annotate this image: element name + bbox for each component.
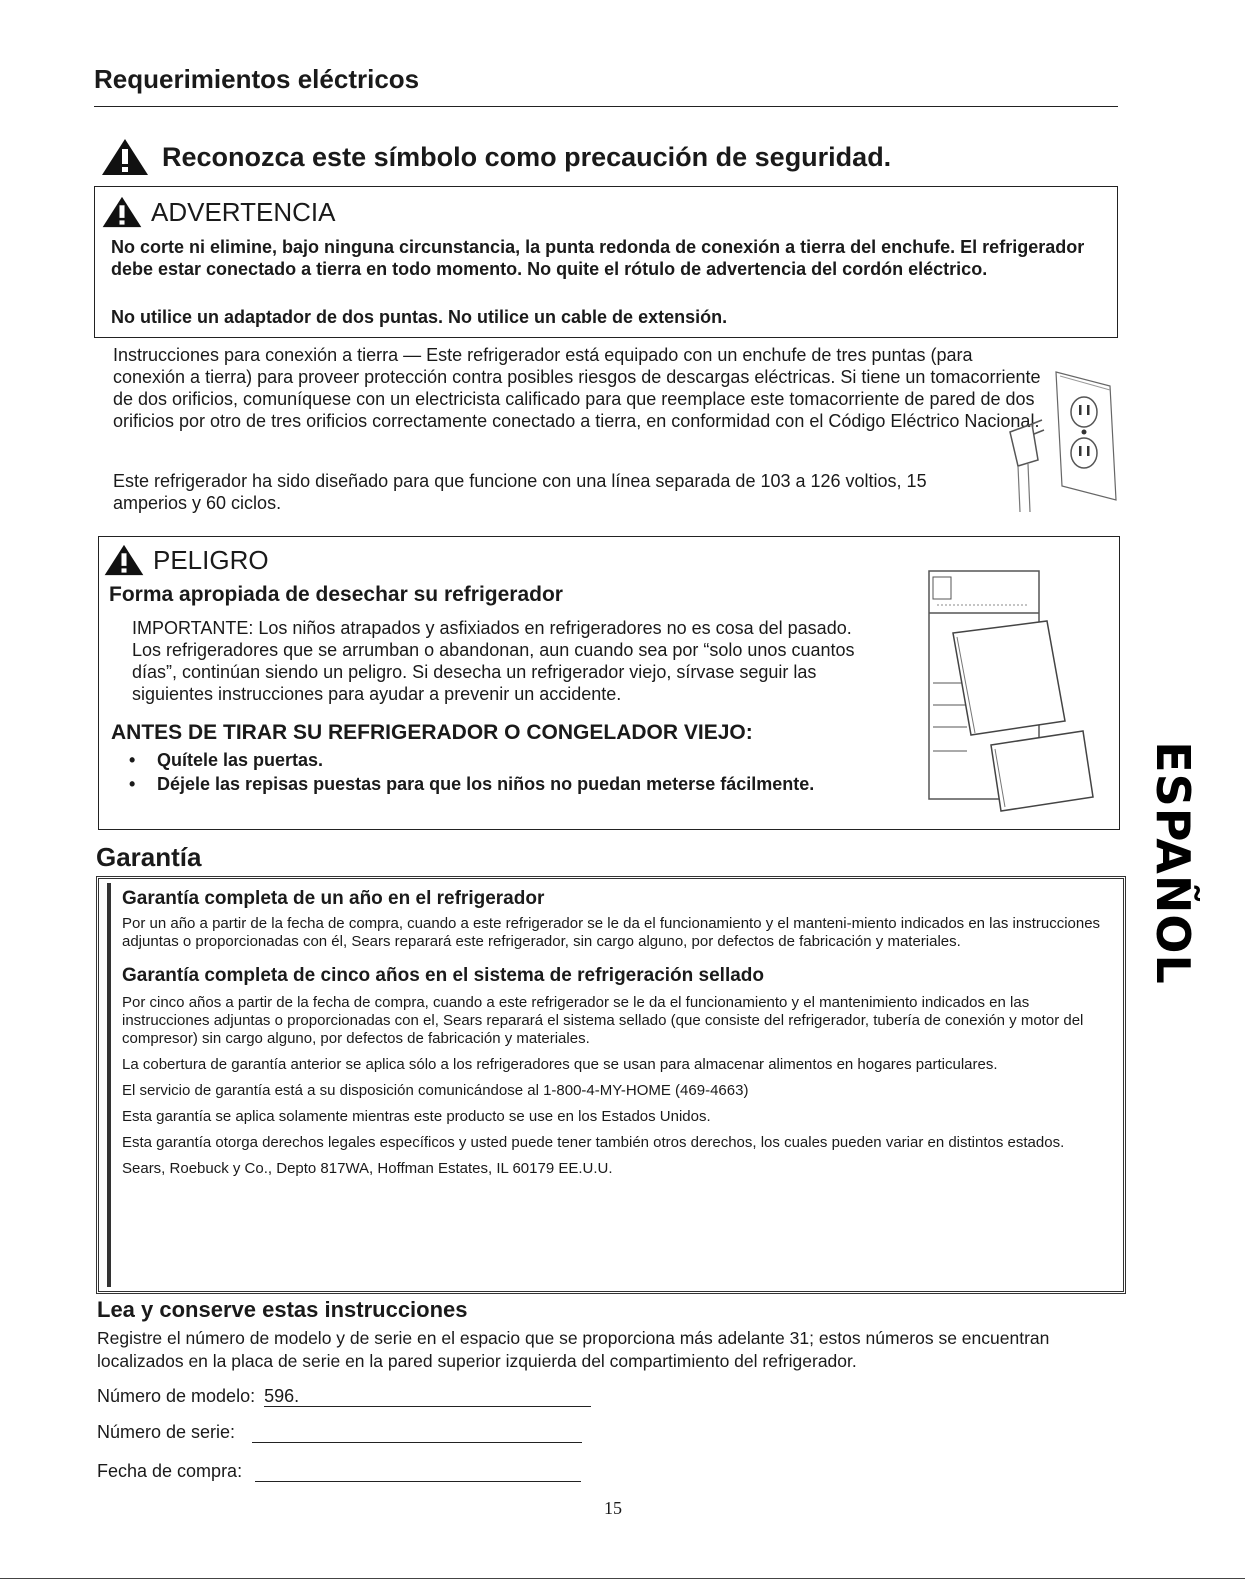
warranty-heading-2: Garantía completa de cinco años en el sistema de refrigeración sellado — [122, 965, 765, 986]
serial-number-line — [252, 1422, 582, 1443]
model-number-value: 596. — [264, 1386, 300, 1406]
grounded-outlet-illustration — [998, 360, 1120, 515]
warranty-content — [122, 888, 1102, 1178]
warranty-title: Garantía — [96, 842, 202, 872]
page-number: 15 — [604, 1498, 622, 1518]
page-header-title: Requerimientos eléctricos — [94, 64, 420, 94]
safety-heading-row — [100, 137, 891, 177]
language-tab — [1148, 738, 1198, 988]
warning-triangle-icon — [101, 195, 143, 229]
warranty-paragraph-5: Esta garantía se aplica solamente mientras este producto se use en los Estados Unidos. — [122, 1108, 711, 1125]
warning-box — [94, 186, 1118, 338]
warranty-address: Sears, Roebuck y Co., Depto 817WA, Hoffman Estates, IL 60179 EE.U.U. — [122, 1160, 613, 1177]
warranty-paragraph-1: Por un año a partir de la fecha de compra, cuando a este refrigerador se le da el funcionamiento y el manteni-miento indicados en las instrucciones adjuntas o proporcionadas con él, Sears reparará este refrigerador, sin cargo alguno, por defectos de fabricación y materiales. — [122, 915, 1101, 950]
serial-number-label: Número de serie: — [97, 1422, 236, 1442]
list-item-text: Quítele las puertas. — [157, 750, 324, 770]
warning-triangle-icon — [103, 543, 145, 577]
model-number-line — [264, 1386, 591, 1407]
keep-instructions-title: Lea y conserve estas instrucciones — [97, 1297, 468, 1322]
electrical-requirements: Este refrigerador ha sido diseñado para que funcione con una línea separada de 103 a 126 voltios, 15 amperios y 60 ciclos. — [113, 471, 927, 513]
warranty-paragraph-6: Esta garantía otorga derechos legales específicos y usted puede tener también otros derechos, los cuales pueden variar en distintos estados. — [122, 1134, 1065, 1151]
warning-triangle-icon — [100, 137, 150, 177]
warning-text-2: No utilice un adaptador de dos puntas. No utilice un cable de extensión. — [111, 307, 728, 327]
safety-heading: Reconozca este símbolo como precaución de seguridad. — [162, 141, 892, 172]
before-discard-heading: ANTES DE TIRAR SU REFRIGERADOR O CONGELADOR VIEJO: — [111, 721, 753, 744]
page-bottom-edge — [0, 1578, 1245, 1579]
warranty-heading-1: Garantía completa de un año en el refrigerador — [122, 888, 545, 909]
danger-text: IMPORTANTE: Los niños atrapados y asfixiados en refrigeradores no es cosa del pasado. Los refrigeradores que se arrumban o abandonan, aun cuando sea por “solo unos cuantos días”, continúan siendo un peligro. Si desecha un refrigerador viejo, sírvase seguir las siguientes instrucciones para ayudar a prevenir un accidente. — [132, 618, 855, 704]
keep-instructions-text: Registre el número de modelo y de serie en el espacio que se proporciona más adelante 31; estos números se encuentran localizados en la placa de serie en la pared superior izquierda del compartimiento del refrigerador. — [97, 1328, 1050, 1371]
danger-label-row — [103, 543, 269, 577]
danger-box — [98, 536, 1120, 830]
model-number-field — [97, 1385, 591, 1407]
refrigerator-doors-removed-illustration — [897, 565, 1097, 815]
grounding-instructions: Instrucciones para conexión a tierra — Este refrigerador está equipado con un enchufe de tres puntas (para conexión a tierra) para proveer protección contra posibles riesgos de descargas eléctricas. Si tiene un tomacorriente de dos orificios, comuníquese con un electricista calificado para que reemplace este tomacorriente de pared de dos orificios por otro de tres orificios correctamente conectado a tierra, en conformidad con el Código Eléctrico Nacional. — [113, 345, 1041, 431]
warning-label: ADVERTENCIA — [151, 196, 336, 227]
model-number-label: Número de modelo: — [97, 1386, 256, 1406]
list-item: • Quítele las puertas. — [129, 750, 324, 770]
serial-number-field — [97, 1421, 582, 1443]
warning-text-1: No corte ni elimine, bajo ninguna circunstancia, la punta redonda de conexión a tierra del enchufe. El refrigerador debe estar conectado a tierra en todo momento. No quite el rótulo de advertencia del cordón eléctrico. — [111, 237, 1085, 279]
danger-subtitle: Forma apropiada de desechar su refrigerador — [109, 583, 563, 606]
warning-label-row — [101, 195, 335, 229]
purchase-date-label: Fecha de compra: — [97, 1461, 243, 1481]
header-divider — [94, 106, 1118, 107]
danger-label: PELIGRO — [153, 544, 269, 575]
warranty-paragraph-2: Por cinco años a partir de la fecha de compra, cuando a este refrigerador se le da el funcionamiento y el mantenimiento indicados en las instrucciones adjuntas o proporcionadas con el, Sears reparará el sistema sellado (que consiste del refrigerador, tubería de conexión y motor del compresor) sin cargo alguno, por defectos de fabricación y materiales. — [122, 994, 1084, 1047]
warranty-paragraph-3: La cobertura de garantía anterior se aplica sólo a los refrigeradores que se usan para almacenar alimentos en hogares particulares. — [122, 1056, 998, 1073]
warranty-service-phone: El servicio de garantía está a su disposición comunicándose al 1-800-4-MY-HOME (469-4663) — [122, 1082, 749, 1099]
language-tab-label: ESPAÑOL — [1146, 741, 1200, 985]
purchase-date-field — [97, 1460, 581, 1482]
list-item-text: Déjele las repisas puestas para que los niños no puedan meterse fácilmente. — [157, 774, 815, 794]
discard-steps — [129, 749, 829, 795]
list-item: • Déjele las repisas puestas para que los niños no puedan meterse fácilmente. — [129, 774, 815, 794]
purchase-date-line — [255, 1461, 581, 1482]
